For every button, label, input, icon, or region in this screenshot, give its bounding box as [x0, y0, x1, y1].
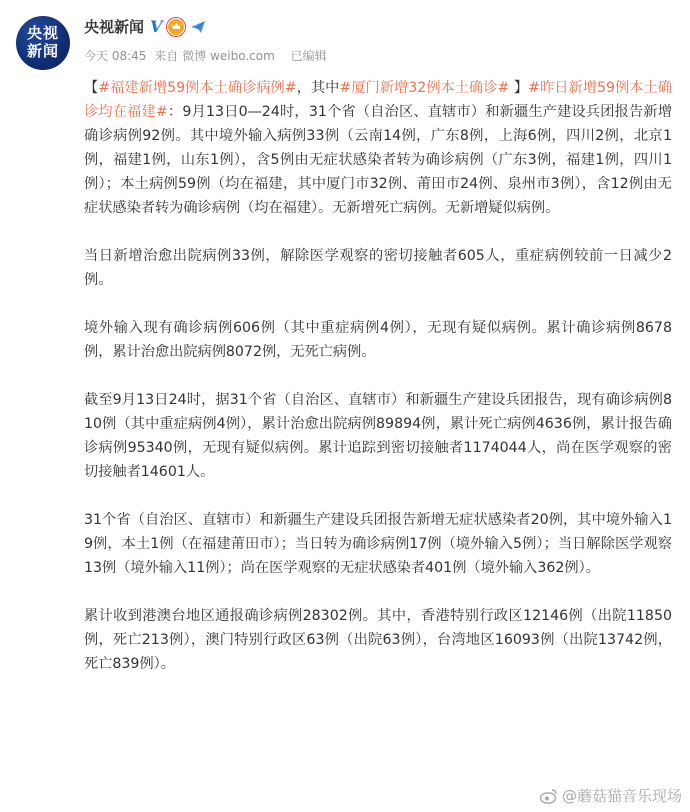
- paper-plane-icon[interactable]: [190, 19, 206, 35]
- post-meta: [84, 47, 331, 65]
- weibo-logo-icon: [540, 788, 558, 804]
- paragraph-1-mid: ，其中: [296, 80, 340, 96]
- paper-plane-svg: [190, 19, 206, 35]
- username[interactable]: 央视新闻: [84, 18, 145, 36]
- post-header: [0, 0, 690, 76]
- avatar[interactable]: [16, 16, 70, 70]
- verified-badge-icon[interactable]: V: [150, 17, 163, 36]
- name-row: [84, 16, 206, 38]
- paragraph-5: 31个省（自治区、直辖市）和新疆生产建设兵团报告新增无症状感染者20例，其中境外输入19例，本土1例（在福建莆田市）；当日转为确诊病例17例（境外输入5例）；当日解除医学观察13例（境外输入11例）；尚在医学观察的无症状感染者401例（境外输入362例）。: [84, 512, 672, 576]
- watermark: [540, 785, 682, 806]
- paragraph-6: 累计收到港澳台地区通报确诊病例28302例。其中，香港特别行政区12146例（出院11850例，死亡213例），澳门特别行政区63例（出院63例），台湾地区16093例（出院13742例，死亡839例）。: [84, 608, 672, 672]
- topic-link-1[interactable]: #福建新增59例本土确诊病例#: [98, 80, 297, 96]
- avatar-text-top: 央视: [26, 24, 59, 42]
- paragraph-3: 境外输入现有确诊病例606例（其中重症病例4例），无现有疑似病例。累计确诊病例8678例，累计治愈出院病例8072例，无死亡病例。: [84, 320, 672, 360]
- bracket-open: 【: [84, 80, 99, 96]
- bracket-close: 】: [509, 80, 529, 96]
- paragraph-1-text: ：9月13日0—24时，31个省（自治区、直辖市）和新疆生产建设兵团报告新增确诊病例92例。其中境外输入病例33例（云南14例，广东8例，上海6例，四川2例，北京1例，福建1例，山东1例），含5例由无症状感染者转为确诊病例（广东3例，福建1例，四川1例）；本土病例59例（均在福建，其中厦门市32例、莆田市24例、泉州市3例），含12例由无症状感染者转为确诊病例（均在福建）。无新增死亡病例。无新增疑似病例。: [84, 104, 673, 216]
- edited-label[interactable]: 已编辑: [290, 49, 327, 63]
- post-source[interactable]: 微博 weibo.com: [182, 49, 275, 63]
- post-time[interactable]: 今天 08:45: [84, 49, 147, 63]
- avatar-text-bottom: 新闻: [26, 42, 59, 60]
- post-content: [84, 76, 672, 700]
- topic-link-3[interactable]: #昨日新增59例本土确诊均在福建#: [84, 80, 672, 120]
- paragraph-4: 截至9月13日24时，据31个省（自治区、直辖市）和新疆生产建设兵团报告，现有确诊病例810例（其中重症病例4例），累计治愈出院病例89894例，累计死亡病例4636例，累计报告确诊病例95340例，无现有疑似病例。累计追踪到密切接触者1174044人，尚在医学观察的密切接触者14601人。: [84, 392, 672, 480]
- source-prefix: 来自: [154, 49, 179, 63]
- paragraph-2: 当日新增治愈出院病例33例，解除医学观察的密切接触者605人，重症病例较前一日减少2例。: [84, 248, 672, 288]
- vip-crown-icon[interactable]: [168, 19, 184, 35]
- topic-link-2[interactable]: #厦门新增32例本土确诊#: [339, 80, 510, 96]
- watermark-text: @蘑菇猫音乐现场: [561, 787, 682, 805]
- paragraph-1: [84, 76, 672, 220]
